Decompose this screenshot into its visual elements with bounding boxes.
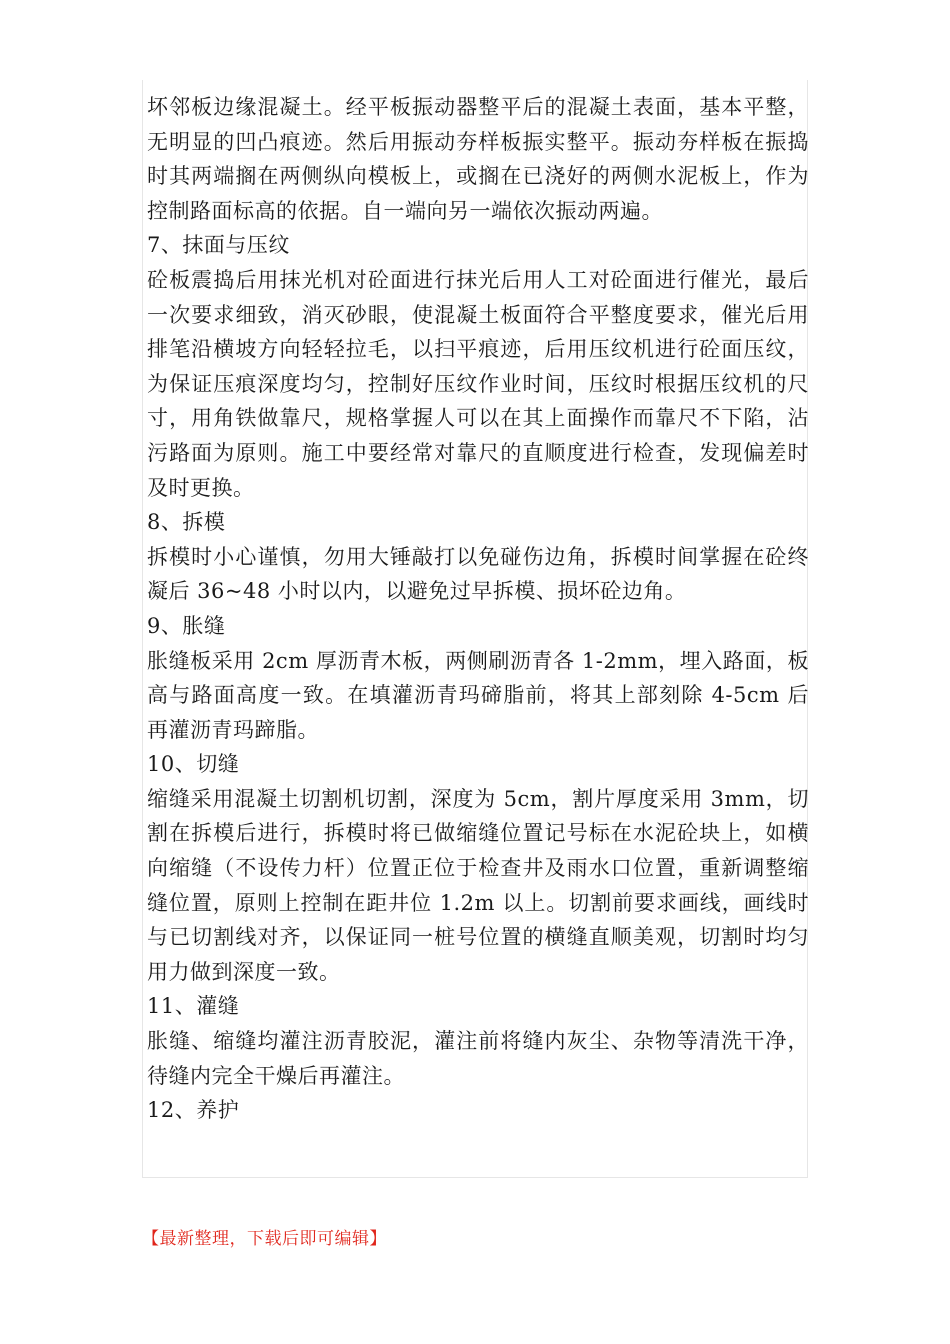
section-heading-12: 12、养护 [147, 1098, 240, 1123]
paragraph-troweling: 砼板震捣后用抹光机对砼面进行抹光后用人工对砼面进行催光，最后一次要求细致，消灭砂眼，使混凝土板面符合平整度要求，催光后用排笔沿横坡方向轻轻拉毛，以扫平痕迹，后用压纹机进行砼面压纹，为保证压痕深度均匀，控制好压纹作业时间，压纹时根据压纹机的尺寸，用角铁做靠尺，规格掌握人可以在其上面操作而靠尺不下陷，沾污路面为原则。施工中要经常对靠尺的直顺度进行检查，发现偏差时及时更换。 [147, 267, 809, 500]
paragraph-joint-sealing: 胀缝、缩缝均灌注沥青胶泥，灌注前将缝内灰尘、杂物等清洗干净，待缝内完全干燥后再灌注。 [147, 1029, 809, 1088]
section-heading-9: 9、胀缝 [147, 613, 226, 638]
section-heading-11: 11、灌缝 [147, 994, 240, 1019]
paragraph-formwork-removal: 拆模时小心谨慎，勿用大锤敲打以免碰伤边角，拆模时间掌握在砼终凝后 36~48 小时以内，以避免过早拆模、损坏砼边角。 [147, 544, 809, 604]
footer-note: 【最新整理，下载后即可编辑】 [142, 1229, 387, 1249]
section-heading-8: 8、拆模 [147, 510, 226, 535]
page-content-frame [142, 80, 808, 1178]
section-heading-7: 7、抹面与压纹 [147, 233, 290, 258]
paragraph-joint-cutting: 缩缝采用混凝土切割机切割，深度为 5cm，割片厚度采用 3mm，切割在拆模后进行，拆模时将已做缩缝位置记号标在水泥砼块上，如横向缩缝（不设传力杆）位置正位于检查井及雨水口位置，重新调整缩缝位置，原则上控制在距井位 1.2m 以上。切割前要求画线，画线时与已切割线对齐，以保证同一桩号位置的横缝直顺美观，切割时均匀用力做到深度一致。 [147, 786, 809, 984]
section-heading-10: 10、切缝 [147, 752, 240, 777]
paragraph-vibration: 坏邻板边缘混凝土。经平板振动器整平后的混凝土表面，基本平整，无明显的凹凸痕迹。然后用振动夯样板振实整平。振动夯样板在振捣时其两端搁在两侧纵向模板上，或搁在已浇好的两侧水泥板上，作为控制路面标高的依据。自一端向另一端依次振动两遍。 [147, 95, 809, 223]
paragraph-expansion-joint: 胀缝板采用 2cm 厚沥青木板，两侧刷沥青各 1-2mm，埋入路面，板高与路面高度一致。在填灌沥青玛碲脂前，将其上部刻除 4-5cm 后再灌沥青玛蹄脂。 [147, 648, 809, 742]
document-body [147, 90, 809, 1128]
